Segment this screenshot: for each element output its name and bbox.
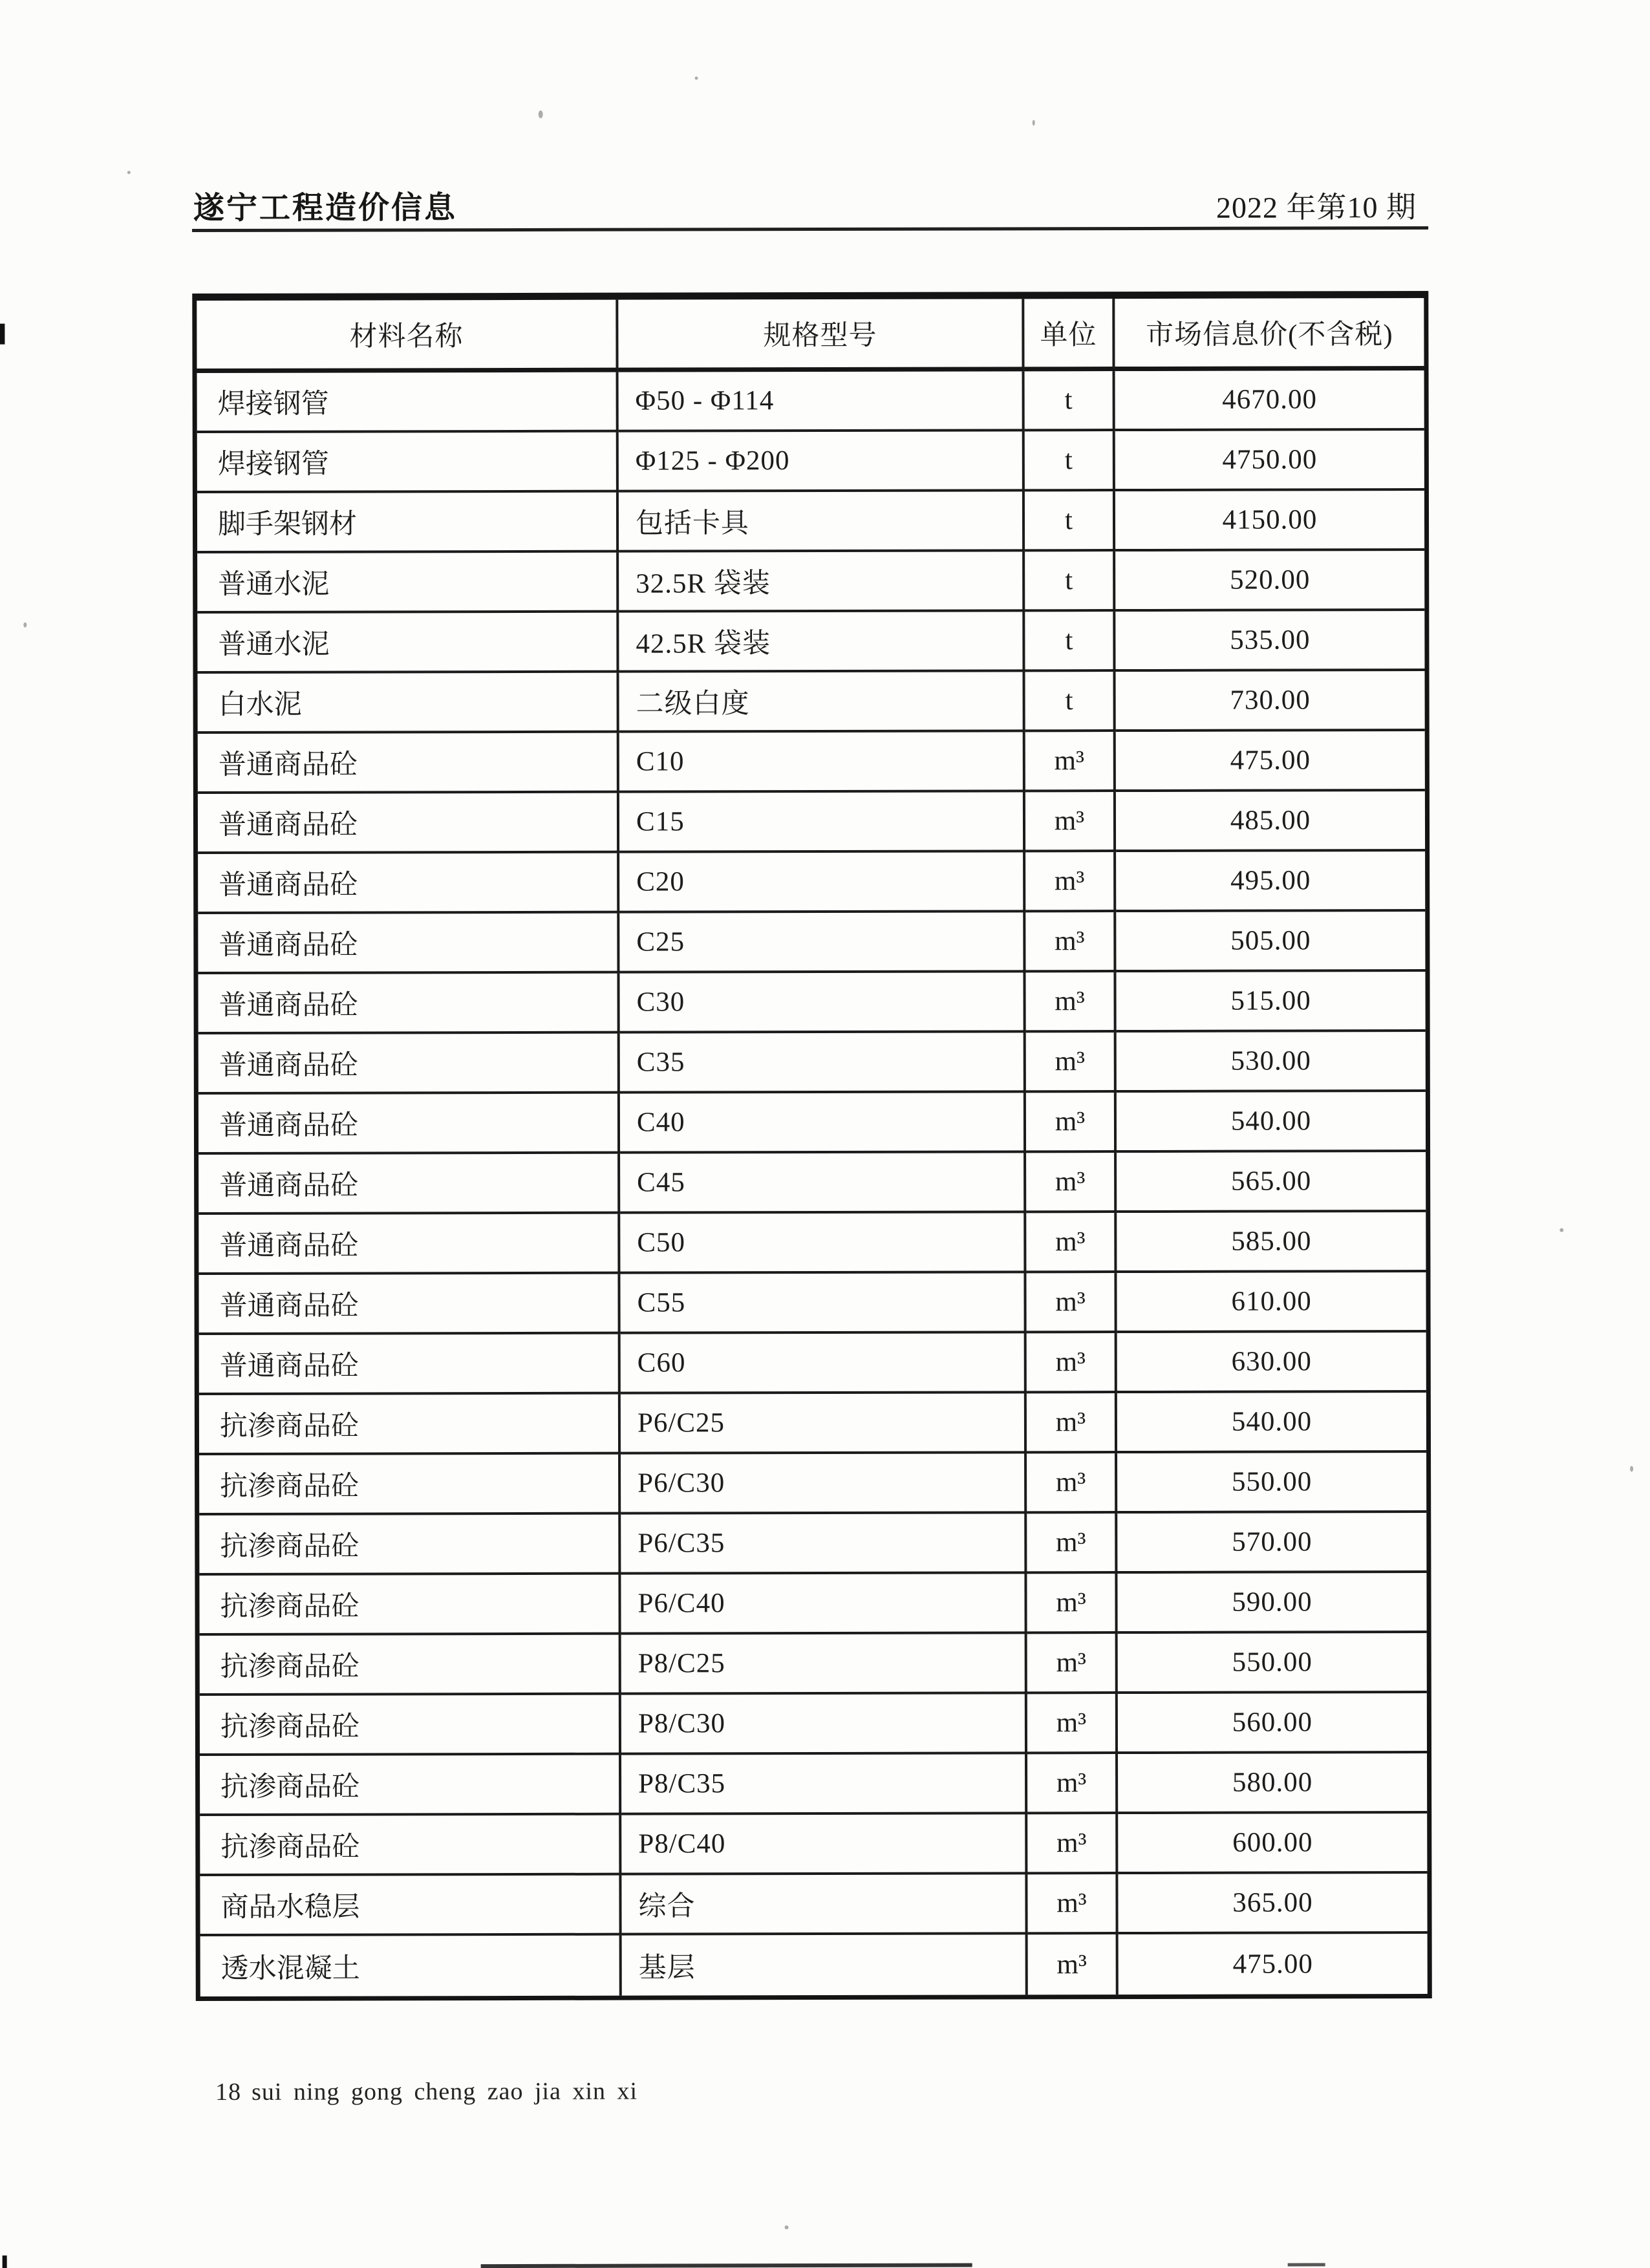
unit-cell: t xyxy=(1025,551,1115,612)
unit-cell: m³ xyxy=(1027,1694,1118,1754)
price-cell: 580.00 xyxy=(1118,1753,1427,1814)
column-header-spec-model: 规格型号 xyxy=(618,299,1024,372)
price-cell: 475.00 xyxy=(1232,1949,1313,1980)
price-cell: 475.00 xyxy=(1116,731,1425,792)
unit-cell: m³ xyxy=(1026,1032,1117,1093)
page-footer xyxy=(215,2077,638,2106)
spec-cell: C10 xyxy=(619,732,1025,793)
price-table xyxy=(192,291,1432,2001)
material-name-cell: 抗渗商品砼 xyxy=(199,1455,621,1515)
spec-cell: Φ125 - Φ200 xyxy=(619,431,1025,492)
scan-speck xyxy=(785,2225,789,2229)
spec-cell: P6/C25 xyxy=(621,1393,1027,1454)
unit-cell: t xyxy=(1025,491,1115,551)
spec-cell: P8/C25 xyxy=(621,1634,1027,1695)
material-name-cell: 抗渗商品砼 xyxy=(199,1575,621,1636)
unit-cell: m³ xyxy=(1025,732,1116,792)
price-cell: 4670.00 xyxy=(1115,370,1424,431)
material-name-cell: 普通商品砼 xyxy=(198,1214,620,1275)
scan-speck xyxy=(1559,1228,1563,1232)
material-name-cell: 普通商品砼 xyxy=(198,733,619,794)
price-cell: 365.00 xyxy=(1118,1874,1427,1934)
scan-speck xyxy=(539,111,543,118)
unit-cell: t xyxy=(1025,431,1115,491)
price-cell: 485.00 xyxy=(1116,791,1425,852)
unit-cell: m³ xyxy=(1026,1093,1117,1153)
price-cell: 585.00 xyxy=(1117,1212,1426,1273)
material-name-cell: 抗渗商品砼 xyxy=(199,1515,621,1576)
price-cell: 520.00 xyxy=(1115,551,1424,612)
material-name-cell: 白水泥 xyxy=(198,673,619,734)
price-cell: 570.00 xyxy=(1117,1513,1426,1574)
material-name-cell: 焊接钢管 xyxy=(197,433,619,493)
unit-cell: t xyxy=(1025,672,1116,732)
material-name-cell: 普通商品砼 xyxy=(198,793,619,854)
material-name-cell: 普通商品砼 xyxy=(198,1034,620,1095)
material-name-cell: 普通商品砼 xyxy=(198,853,619,914)
price-cell: 505.00 xyxy=(1116,912,1425,972)
unit-cell: m³ xyxy=(1025,852,1116,912)
spec-cell: C30 xyxy=(619,972,1025,1033)
material-name-cell: 抗渗商品砼 xyxy=(199,1395,621,1455)
price-cell: 540.00 xyxy=(1117,1092,1426,1153)
unit-cell: m³ xyxy=(1027,1333,1117,1393)
spec-cell: P6/C30 xyxy=(621,1453,1027,1514)
document-title: 遂宁工程造价信息 xyxy=(193,191,458,226)
page-number: 18 xyxy=(215,2078,242,2106)
price-cell: 610.00 xyxy=(1117,1272,1426,1333)
scan-artifact xyxy=(1288,2263,1325,2266)
unit-cell: m³ xyxy=(1026,1213,1117,1273)
material-name-cell: 透水混凝土 xyxy=(200,1936,622,1996)
unit-cell: m³ xyxy=(1026,1153,1117,1213)
material-name-cell: 普通商品砼 xyxy=(198,974,619,1034)
spec-cell: C40 xyxy=(620,1093,1026,1153)
unit-cell: m³ xyxy=(1027,1814,1118,1874)
price-cell: 4150.00 xyxy=(1115,491,1424,551)
price-cell: 550.00 xyxy=(1117,1453,1426,1514)
scan-artifact xyxy=(481,2263,972,2268)
material-name-cell: 普通商品砼 xyxy=(198,1094,620,1155)
unit-cell: t xyxy=(1025,371,1115,431)
price-cell: 495.00 xyxy=(1116,851,1425,912)
spec-cell: P8/C40 xyxy=(621,1814,1027,1875)
price-cell: 590.00 xyxy=(1117,1573,1426,1634)
price-cell: 565.00 xyxy=(1117,1152,1426,1213)
spec-cell: 包括卡具 xyxy=(619,491,1025,552)
spec-cell: Φ50 - Φ114 xyxy=(619,371,1025,432)
material-name-cell: 普通商品砼 xyxy=(198,1154,620,1215)
spec-cell: 32.5R 袋装 xyxy=(619,551,1025,612)
column-header-unit: 单位 xyxy=(1024,299,1115,371)
spec-cell: P6/C35 xyxy=(621,1514,1027,1574)
scan-speck xyxy=(23,623,27,628)
spec-cell: C20 xyxy=(619,852,1025,913)
unit-cell: m³ xyxy=(1025,972,1116,1032)
spec-cell: P8/C30 xyxy=(621,1694,1027,1755)
unit-cell: m³ xyxy=(1027,1514,1117,1574)
unit-cell: m³ xyxy=(1027,1874,1118,1934)
material-name-cell: 抗渗商品砼 xyxy=(200,1695,621,1756)
spec-cell: C45 xyxy=(620,1153,1026,1214)
unit-cell: m³ xyxy=(1025,912,1116,972)
price-cell: 530.00 xyxy=(1117,1032,1426,1093)
spec-cell: C50 xyxy=(620,1213,1026,1274)
material-name-cell: 普通商品砼 xyxy=(198,1274,620,1335)
spec-cell: C15 xyxy=(619,792,1025,853)
issue-label: 2022 年第10 期 xyxy=(1216,191,1417,224)
unit-cell: m³ xyxy=(1027,1634,1118,1694)
material-name-cell: 抗渗商品砼 xyxy=(200,1815,621,1876)
unit-cell: m³ xyxy=(1027,1574,1117,1634)
spec-cell: C60 xyxy=(621,1333,1027,1394)
material-name-cell: 普通商品砼 xyxy=(199,1334,621,1395)
price-cell: 560.00 xyxy=(1118,1693,1427,1754)
column-header-market-price: 市场信息价(不含税) xyxy=(1115,298,1424,371)
scan-speck xyxy=(127,171,131,174)
price-cell: 730.00 xyxy=(1116,671,1425,732)
scan-artifact xyxy=(3,2256,7,2268)
material-name-cell: 焊接钢管 xyxy=(197,372,619,433)
spec-cell: 基层 xyxy=(622,1934,1028,1995)
spec-cell: C55 xyxy=(620,1273,1026,1334)
unit-cell: m³ xyxy=(1027,1754,1118,1814)
material-name-cell: 普通水泥 xyxy=(197,553,619,614)
scan-speck xyxy=(1630,1466,1633,1471)
unit-cell: m³ xyxy=(1028,1934,1119,1995)
column-header-material-name: 材料名称 xyxy=(197,300,618,373)
material-name-cell: 商品水稳层 xyxy=(200,1876,621,1936)
spec-cell: C35 xyxy=(620,1032,1026,1093)
spec-cell: 综合 xyxy=(621,1874,1027,1935)
price-cell: 600.00 xyxy=(1118,1813,1427,1874)
spec-cell: 42.5R 袋装 xyxy=(619,612,1025,672)
spec-cell: P6/C40 xyxy=(621,1574,1027,1634)
unit-cell: m³ xyxy=(1027,1393,1117,1453)
price-cell: 550.00 xyxy=(1118,1633,1427,1694)
material-name-cell: 普通水泥 xyxy=(197,613,619,674)
price-cell: 535.00 xyxy=(1115,611,1424,672)
material-name-cell: 普通商品砼 xyxy=(198,914,619,974)
price-cell: 515.00 xyxy=(1116,972,1425,1032)
unit-cell: m³ xyxy=(1025,792,1116,852)
scan-artifact xyxy=(0,324,5,345)
price-cell: 630.00 xyxy=(1117,1332,1426,1393)
spec-cell: 二级白度 xyxy=(619,672,1025,733)
unit-cell: m³ xyxy=(1027,1453,1117,1514)
spec-cell: P8/C35 xyxy=(621,1754,1027,1815)
material-name-cell: 抗渗商品砼 xyxy=(200,1755,621,1816)
scan-speck xyxy=(695,76,698,80)
spec-cell: C25 xyxy=(619,912,1025,973)
unit-cell: t xyxy=(1025,612,1115,672)
material-name-cell: 抗渗商品砼 xyxy=(200,1635,621,1696)
price-cell: 4750.00 xyxy=(1115,431,1424,491)
material-name-cell: 脚手架钢材 xyxy=(197,493,619,553)
footer-pinyin: sui ning gong cheng zao jia xin xi xyxy=(252,2077,638,2106)
scan-speck xyxy=(1033,120,1035,125)
unit-cell: m³ xyxy=(1026,1273,1117,1333)
price-cell: 540.00 xyxy=(1117,1393,1426,1453)
